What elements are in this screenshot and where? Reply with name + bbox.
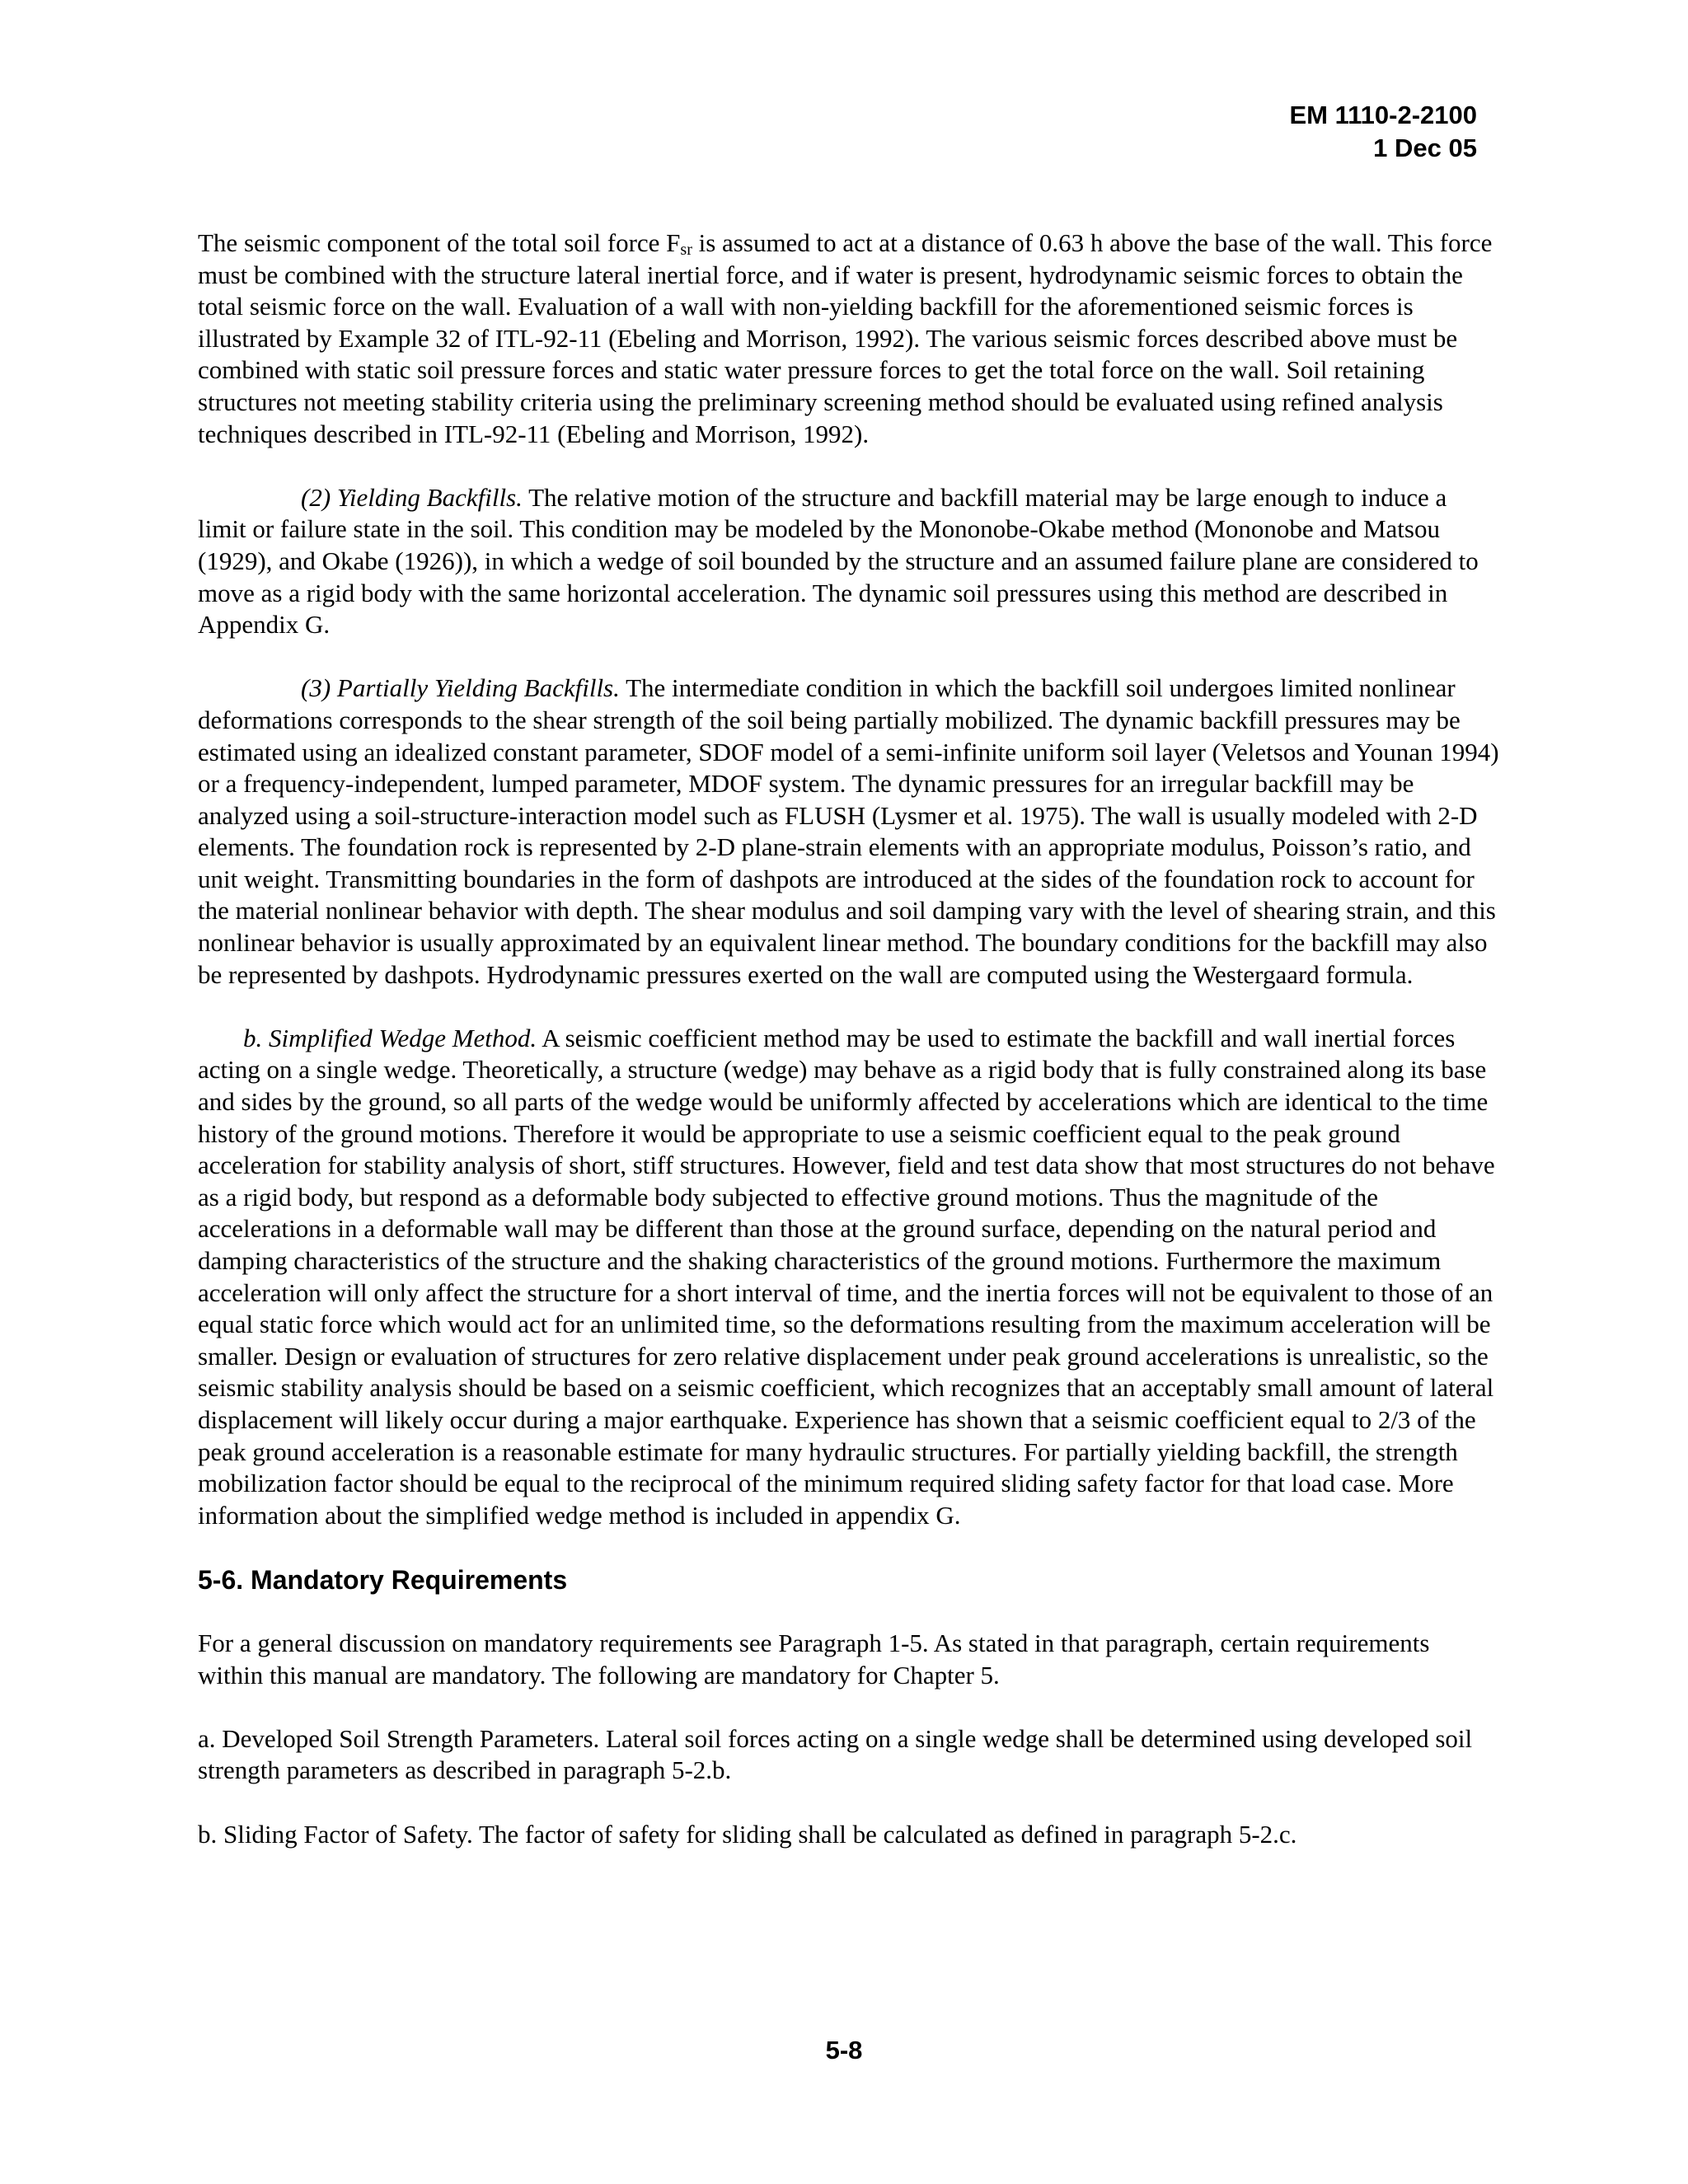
paragraph-partially-yielding-backfills xyxy=(198,673,1500,991)
document-body xyxy=(198,227,1500,1882)
paragraph-title: b. Simplified Wedge Method. xyxy=(243,1023,537,1052)
document-date: 1 Dec 05 xyxy=(1373,134,1477,162)
subscript-sr: sr xyxy=(680,241,692,259)
paragraph-text: A seismic coefficient method may be used to estimate the backfill and wall inertial forces acting on a single wedge. Theoretically, a structure (wedge) may behave as a rigid body that is fully constrained along its base and sides by the ground, so all parts of the wedge would be uniformly affected by accelerations which are identical to the time history of the ground motions. Therefore it would be appropriate to use a seismic coefficient equal to the peak ground acceleration for stability analysis of short, stiff structures. However, field and test data show that most structures do not behave as a rigid body, but respond as a deformable body subjected to effective ground motions. Thus the magnitude of the accelerations in a deformable wall may be different than those at the ground surface, depending on the natural period and damping characteristics of the structure and the shaking characteristics of the ground motions. Furthermore the maximum acceleration will only affect the structure for a short interval of time, and the inertia forces will not be equivalent to those of an equal static force which would act for an unlimited time, so the deformations resulting from the maximum acceleration will be smaller. Design or evaluation of structures for zero relative displacement under peak ground accelerations is unrealistic, so the seismic stability analysis should be based on a seismic coefficient, which recognizes that an acceptably small amount of lateral displacement will likely occur during a major earthquake. Experience has shown that a seismic coefficient equal to 2/3 of the peak ground acceleration is a reasonable estimate for many hydraulic structures. For partially yielding backfill, the strength mobilization factor should be equal to the reciprocal of the minimum required sliding safety factor for that load case. More information about the simplified wedge method is included in appendix G. xyxy=(198,1023,1495,1530)
paragraph-title: (2) Yielding Backfills. xyxy=(301,482,523,512)
paragraph-text: The intermediate condition in which the backfill soil undergoes limited nonlinear deformations corresponds to the shear strength of the soil being partially mobilized. The dynamic backfill pressures may be estimated using an idealized constant parameter, SDOF model of a semi-infinite uniform soil layer (Veletsos and Younan 1994) or a frequency-independent, lumped parameter, MDOF system. The dynamic pressures for an irregular backfill may be analyzed using a soil-structure-interaction model such as FLUSH (Lysmer et al. 1975). The wall is usually modeled with 2-D elements. The foundation rock is represented by 2-D plane-strain elements with an appropriate modulus, Poisson’s ratio, and unit weight. Transmitting boundaries in the form of dashpots are introduced at the sides of the foundation rock to account for the material nonlinear behavior with depth. The shear modulus and soil damping vary with the level of shearing strain, and this nonlinear behavior is usually approximated by an equivalent linear method. The boundary conditions for the backfill may also be represented by dashpots. Hydrodynamic pressures exerted on the wall are computed using the Westergaard formula. xyxy=(198,673,1499,989)
paragraph-sliding-factor-of-safety: b. Sliding Factor of Safety. The factor of safety for sliding shall be calculated as defined in paragraph 5-2.c. xyxy=(198,1819,1297,1849)
document-number: EM 1110-2-2100 xyxy=(1289,101,1477,129)
paragraph-title: (3) Partially Yielding Backfills. xyxy=(301,673,620,703)
paragraph-text: The seismic component of the total soil force F xyxy=(198,228,681,257)
paragraph-mandatory-intro: For a general discussion on mandatory requirements see Paragraph 1-5. As stated in that paragraph, certain requirements within this manual are mandatory. The following are mandatory for Chapter 5. xyxy=(198,1628,1430,1690)
paragraph-simplified-wedge-method xyxy=(198,1023,1500,1532)
paragraph-yielding-backfills xyxy=(198,482,1500,641)
paragraph-soil-strength-parameters: a. Developed Soil Strength Parameters. Lateral soil forces acting on a single wedge shall be determined using developed soil strength parameters as described in paragraph 5-2.b. xyxy=(198,1723,1473,1785)
paragraph-text: is assumed to act at a distance of 0.63 h above the base of the wall. This force must be combined with the structure lateral inertial force, and if water is present, hydrodynamic seismic forces to obtain the total seismic force on the wall. Evaluation of a wall with non-yielding backfill for the aforementioned seismic forces is illustrated by Example 32 of ITL-92-11 (Ebeling and Morrison, 1992). The various seismic forces described above must be combined with static soil pressure forces and static water pressure forces to get the total force on the wall. Soil retaining structures not meeting stability criteria using the preliminary screening method should be evaluated using refined analysis techniques described in ITL-92-11 (Ebeling and Morrison, 1992). xyxy=(198,228,1493,448)
page-number: 5-8 xyxy=(825,2036,863,2064)
paragraph-seismic-component xyxy=(198,227,1500,450)
paragraph-text: The relative motion of the structure and backfill material may be large enough to induce a limit or failure state in the soil. This condition may be modeled by the Mononobe-Okabe method (Mononobe and Matsou (1929), and Okabe (1926)), in which a wedge of soil bounded by the structure and an assumed failure plane are considered to move as a rigid body with the same horizontal acceleration. The dynamic soil pressures using this method are described in Appendix G. xyxy=(198,482,1479,640)
section-heading: 5-6. Mandatory Requirements xyxy=(198,1564,568,1595)
page-header xyxy=(1289,99,1477,165)
